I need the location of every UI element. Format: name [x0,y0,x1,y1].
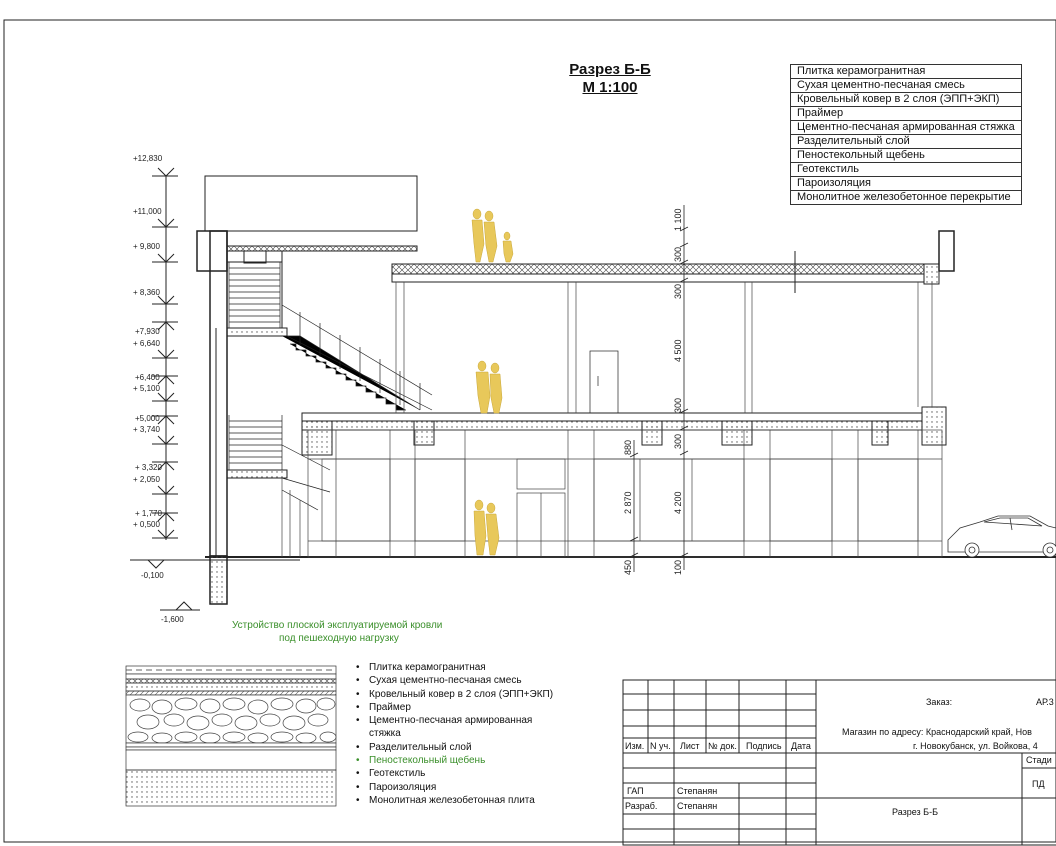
list-item: • Плитка керамогранитная [356,661,553,674]
col-podp: Подпись [746,741,782,751]
dimension-label: 4 200 [673,491,683,514]
elevation-label: + 8,360 [133,288,160,297]
elevation-label: +7,930 [135,327,160,336]
col-list: Лист [680,741,700,751]
dimension-label: 300 [673,246,683,262]
elevation-label: +11,000 [133,207,162,216]
sheet-name: Разрез Б-Б [892,807,938,817]
layers-row: Пеностекольный щебень [791,149,1022,163]
layers-row: Праймер [791,107,1022,121]
list-item: • Монолитная железобетонная плита [356,794,553,807]
role-razrab: Разраб. [625,801,658,811]
elevation-label: -1,600 [161,615,184,624]
dimension-labels [623,208,683,575]
order-label: Заказ: [926,697,953,707]
layers-row: Пароизоляция [791,177,1022,191]
list-item: • Цементно-песчаная армированная стяжка [356,714,539,741]
list-item-highlight: • Пеностекольный щебень [356,754,553,767]
elevation-label: + 2,050 [133,475,160,484]
list-item: • Сухая цементно-песчаная смесь [356,674,553,687]
drawing-title: Разрез Б-Б [569,61,651,78]
dimension-label: 2 870 [623,491,633,514]
address-line-2: г. Новокубанск, ул. Войкова, 4 [913,741,1038,751]
col-nuch: N уч. [650,741,671,751]
dimension-label: 300 [673,397,683,413]
list-item: • Пароизоляция [356,781,553,794]
list-item: • Геотекстиль [356,767,553,780]
dimension-label: 450 [623,559,633,575]
elevation-label: + 3,320 [135,463,162,472]
col-izm: Изм. [625,741,645,751]
dimension-label: 1 100 [673,208,683,231]
people-figures [472,209,513,555]
role-gap: ГАП [627,786,644,796]
order-code: АР.3 [1036,697,1054,707]
elevation-label: + 5,100 [133,384,160,393]
drawing-scale: М 1:100 [582,79,638,96]
name-razrab: Степанян [677,801,718,811]
roof-detail-caption: Устройство плоской эксплуатируемой кровли [232,620,443,631]
dimension-label: 300 [673,433,683,449]
elevation-label: +5,000 [135,414,160,423]
stage-value: ПД [1032,779,1045,789]
layers-row: Сухая цементно-песчаная смесь [791,79,1022,93]
dimension-label: 100 [673,559,683,575]
list-item: • Кровельный ковер в 2 слоя (ЭПП+ЭКП) [356,688,553,701]
layers-row: Геотекстиль [791,163,1022,177]
list-item: • Разделительный слой [356,741,553,754]
elevation-label: +6,400 [135,373,160,382]
roof-layers-list [356,661,553,807]
layers-row: Цементно-песчаная армированная стяжка [791,121,1022,135]
stage-label: Стади [1026,755,1052,765]
elevation-label: + 6,640 [133,339,160,348]
title-block [622,679,1056,846]
elevation-label: + 9,800 [133,242,160,251]
layers-row: Монолитное железобетонное перекрытие [791,191,1022,205]
col-data: Дата [791,741,811,751]
col-ndok: № док. [708,741,737,751]
layers-row: Разделительный слой [791,135,1022,149]
dimension-label: 300 [673,283,683,299]
list-item: • Праймер [356,701,553,714]
roof-layers-detail [126,666,336,806]
dimension-label: 4 500 [673,339,683,362]
dimension-label: 880 [623,439,633,455]
name-gap: Степанян [677,786,718,796]
layers-row: Плитка керамогранитная [791,65,1022,79]
elevation-labels [133,154,184,624]
address-line-1: Магазин по адресу: Краснодарский край, Нов [842,727,1032,737]
elevation-label: -0,100 [141,571,164,580]
elevation-label: +12,830 [133,154,163,163]
roof-detail-caption-2: под пешеходную нагрузку [279,633,399,644]
slabs [302,231,954,455]
ground-floor-facade [282,430,942,557]
car-icon [948,516,1056,557]
elevation-label: + 3,740 [133,425,160,434]
elevation-label: + 1,770 [135,509,162,518]
elevation-label: + 0,500 [133,520,160,529]
layers-row: Кровельный ковер в 2 слоя (ЭПП+ЭКП) [791,93,1022,107]
